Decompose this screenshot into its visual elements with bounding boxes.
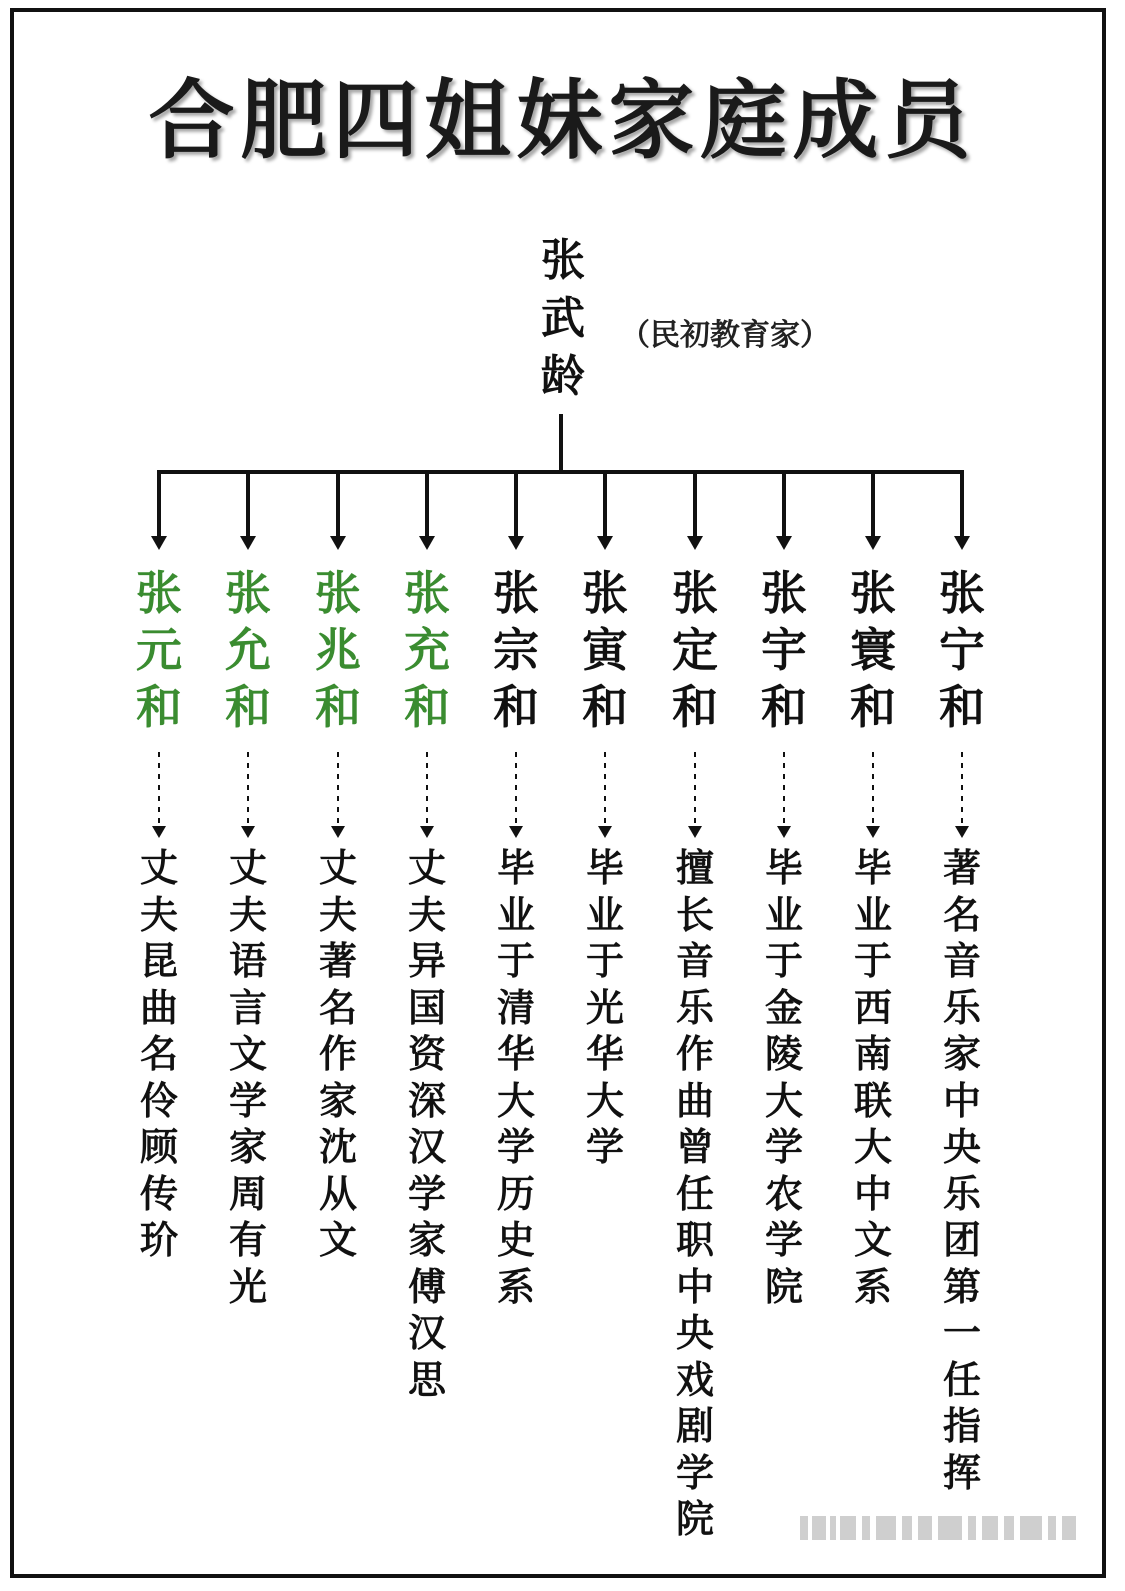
child-name-char: 宇 bbox=[761, 623, 807, 677]
child-desc-char: 周 bbox=[228, 1171, 267, 1216]
child-name bbox=[570, 565, 640, 736]
child-desc-arrow bbox=[955, 826, 969, 838]
child-desc-char: 昆 bbox=[139, 939, 178, 983]
child-arrow bbox=[508, 536, 524, 550]
child-name-char: 张 bbox=[582, 566, 628, 620]
child-desc-char: 戏 bbox=[675, 1357, 714, 1402]
child-desc-char: 家 bbox=[318, 1078, 357, 1123]
root-name-char: 龄 bbox=[541, 351, 585, 402]
child-desc-char: 家 bbox=[228, 1125, 267, 1169]
child-desc-arrow bbox=[152, 826, 166, 838]
child-desc-char: 伶 bbox=[139, 1078, 178, 1123]
child-desc-char: 于 bbox=[853, 939, 892, 983]
child-name bbox=[927, 565, 997, 736]
child-description bbox=[665, 845, 725, 1543]
child-name-char: 张 bbox=[850, 566, 896, 620]
child-desc-arrow bbox=[598, 826, 612, 838]
child-arrow bbox=[151, 536, 167, 550]
child-desc-char: 联 bbox=[853, 1078, 892, 1123]
root-person-note: （民初教育家） bbox=[620, 318, 830, 353]
child-name-char: 张 bbox=[136, 566, 182, 620]
child-description bbox=[218, 845, 278, 1310]
child-desc-char: 学 bbox=[585, 1125, 624, 1169]
child-name-char: 张 bbox=[672, 566, 718, 620]
child-description bbox=[843, 845, 903, 1310]
child-desc-char: 学 bbox=[407, 1171, 446, 1216]
child-desc-char: 从 bbox=[318, 1171, 357, 1216]
child-name bbox=[838, 565, 908, 736]
child-desc-char: 丈 bbox=[228, 846, 267, 890]
child-desc-char: 夫 bbox=[407, 892, 446, 937]
child-desc-char: 光 bbox=[228, 1264, 267, 1309]
child-desc-char: 曲 bbox=[139, 985, 178, 1030]
child-desc-char: 曾 bbox=[675, 1125, 714, 1169]
child-desc-char: 曲 bbox=[675, 1078, 714, 1123]
child-desc-char: 学 bbox=[675, 1450, 714, 1495]
child-desc-char: 汉 bbox=[407, 1125, 446, 1169]
child-name-char: 张 bbox=[315, 566, 361, 620]
child-desc-char: 傅 bbox=[407, 1264, 446, 1309]
child-desc-char: 一 bbox=[942, 1311, 981, 1355]
child-desc-char: 央 bbox=[675, 1311, 714, 1355]
root-name-char: 武 bbox=[541, 293, 585, 344]
child-desc-char: 文 bbox=[228, 1032, 267, 1076]
child-desc-char: 家 bbox=[407, 1218, 446, 1262]
child-desc-char: 大 bbox=[585, 1078, 624, 1123]
child-desc-char: 任 bbox=[942, 1357, 981, 1402]
child-name-char: 张 bbox=[939, 566, 985, 620]
child-desc-char: 史 bbox=[496, 1218, 535, 1262]
child-desc-char: 言 bbox=[228, 985, 267, 1030]
child-desc-char: 乐 bbox=[942, 1171, 981, 1216]
child-name bbox=[481, 565, 551, 736]
child-name-char: 定 bbox=[672, 623, 718, 677]
child-desc-arrow bbox=[688, 826, 702, 838]
child-desc-char: 名 bbox=[318, 985, 357, 1030]
child-desc-char: 作 bbox=[318, 1032, 357, 1076]
diagram-title: 合肥四姐妹家庭成员 bbox=[148, 70, 977, 171]
child-desc-char: 作 bbox=[675, 1032, 714, 1076]
child-name bbox=[124, 565, 194, 736]
child-desc-char: 光 bbox=[585, 985, 624, 1030]
child-desc-char: 院 bbox=[764, 1264, 803, 1309]
child-description bbox=[932, 845, 992, 1496]
child-desc-char: 任 bbox=[675, 1171, 714, 1216]
child-name-char: 和 bbox=[315, 680, 361, 734]
child-desc-char: 国 bbox=[407, 985, 446, 1030]
child-name-char: 和 bbox=[850, 680, 896, 734]
child-desc-char: 乐 bbox=[675, 985, 714, 1030]
child-name-char: 张 bbox=[761, 566, 807, 620]
child-desc-char: 大 bbox=[853, 1125, 892, 1169]
child-desc-char: 沈 bbox=[318, 1125, 357, 1169]
child-arrow bbox=[865, 536, 881, 550]
child-desc-char: 思 bbox=[407, 1357, 446, 1402]
child-desc-char: 玠 bbox=[139, 1218, 178, 1262]
child-desc-char: 家 bbox=[942, 1032, 981, 1076]
child-desc-arrow bbox=[241, 826, 255, 838]
child-desc-char: 著 bbox=[318, 939, 357, 983]
child-desc-char: 擅 bbox=[675, 846, 714, 890]
child-desc-char: 学 bbox=[496, 1125, 535, 1169]
child-desc-char: 指 bbox=[942, 1404, 981, 1448]
child-desc-char: 央 bbox=[942, 1125, 981, 1169]
child-desc-char: 挥 bbox=[942, 1450, 981, 1495]
child-desc-arrow bbox=[777, 826, 791, 838]
child-desc-char: 系 bbox=[496, 1264, 535, 1309]
child-name-char: 充 bbox=[404, 623, 450, 677]
child-desc-char: 毕 bbox=[496, 846, 535, 890]
root-person-name bbox=[538, 232, 588, 406]
child-desc-char: 系 bbox=[853, 1264, 892, 1309]
child-desc-char: 业 bbox=[585, 892, 624, 937]
child-name-char: 和 bbox=[672, 680, 718, 734]
child-desc-char: 毕 bbox=[764, 846, 803, 890]
child-desc-char: 中 bbox=[675, 1264, 714, 1309]
child-desc-arrow bbox=[331, 826, 345, 838]
child-desc-char: 华 bbox=[496, 1032, 535, 1076]
child-desc-char: 音 bbox=[942, 939, 981, 983]
child-arrow bbox=[954, 536, 970, 550]
child-desc-char: 西 bbox=[853, 985, 892, 1030]
child-desc-char: 大 bbox=[764, 1078, 803, 1123]
child-description bbox=[308, 845, 368, 1264]
child-name-char: 和 bbox=[136, 680, 182, 734]
child-name-char: 寅 bbox=[582, 623, 628, 677]
child-name-char: 张 bbox=[225, 566, 271, 620]
child-desc-char: 团 bbox=[942, 1218, 981, 1262]
child-name-char: 和 bbox=[493, 680, 539, 734]
child-desc-char: 清 bbox=[496, 985, 535, 1030]
child-desc-char: 南 bbox=[853, 1032, 892, 1076]
child-desc-char: 于 bbox=[764, 939, 803, 983]
child-name-char: 和 bbox=[404, 680, 450, 734]
child-desc-char: 中 bbox=[942, 1078, 981, 1123]
child-arrow bbox=[419, 536, 435, 550]
child-desc-char: 第 bbox=[942, 1264, 981, 1309]
child-desc-char: 夫 bbox=[139, 892, 178, 937]
child-desc-char: 业 bbox=[764, 892, 803, 937]
child-name-char: 和 bbox=[225, 680, 271, 734]
child-name bbox=[213, 565, 283, 736]
child-name bbox=[749, 565, 819, 736]
child-desc-arrow bbox=[866, 826, 880, 838]
child-desc-char: 金 bbox=[764, 985, 803, 1030]
child-desc-char: 夫 bbox=[228, 892, 267, 937]
child-desc-char: 异 bbox=[407, 939, 446, 983]
child-name-char: 兆 bbox=[315, 623, 361, 677]
child-desc-char: 有 bbox=[228, 1218, 267, 1262]
child-name-char: 和 bbox=[761, 680, 807, 734]
child-name-char: 寰 bbox=[850, 623, 896, 677]
child-desc-char: 丈 bbox=[407, 846, 446, 890]
child-name-char: 宁 bbox=[939, 623, 985, 677]
child-desc-char: 职 bbox=[675, 1218, 714, 1262]
child-desc-char: 音 bbox=[675, 939, 714, 983]
child-desc-char: 文 bbox=[853, 1218, 892, 1262]
child-name bbox=[660, 565, 730, 736]
child-desc-char: 资 bbox=[407, 1032, 446, 1076]
child-desc-char: 陵 bbox=[764, 1032, 803, 1076]
child-arrow bbox=[240, 536, 256, 550]
child-desc-char: 传 bbox=[139, 1171, 178, 1216]
child-name bbox=[392, 565, 462, 736]
child-desc-char: 学 bbox=[764, 1218, 803, 1262]
child-desc-arrow bbox=[420, 826, 434, 838]
child-name-char: 和 bbox=[939, 680, 985, 734]
child-desc-char: 中 bbox=[853, 1171, 892, 1216]
child-name-char: 元 bbox=[136, 623, 182, 677]
child-arrow bbox=[330, 536, 346, 550]
child-description bbox=[486, 845, 546, 1310]
child-description bbox=[397, 845, 457, 1403]
child-desc-char: 业 bbox=[853, 892, 892, 937]
child-desc-char: 于 bbox=[585, 939, 624, 983]
child-desc-char: 文 bbox=[318, 1218, 357, 1262]
child-name bbox=[303, 565, 373, 736]
child-name-char: 张 bbox=[493, 566, 539, 620]
child-description bbox=[575, 845, 635, 1171]
child-desc-char: 大 bbox=[496, 1078, 535, 1123]
child-description bbox=[129, 845, 189, 1264]
child-arrow bbox=[776, 536, 792, 550]
child-name-char: 张 bbox=[404, 566, 450, 620]
child-arrow bbox=[597, 536, 613, 550]
child-desc-char: 顾 bbox=[139, 1125, 178, 1169]
child-arrow bbox=[687, 536, 703, 550]
child-name-char: 宗 bbox=[493, 623, 539, 677]
child-desc-char: 深 bbox=[407, 1078, 446, 1123]
child-desc-char: 名 bbox=[139, 1032, 178, 1076]
child-desc-char: 语 bbox=[228, 939, 267, 983]
child-desc-char: 长 bbox=[675, 892, 714, 937]
child-desc-char: 学 bbox=[228, 1078, 267, 1123]
child-desc-arrow bbox=[509, 826, 523, 838]
child-desc-char: 学 bbox=[764, 1125, 803, 1169]
child-desc-char: 丈 bbox=[318, 846, 357, 890]
child-desc-char: 著 bbox=[942, 846, 981, 890]
child-desc-char: 毕 bbox=[585, 846, 624, 890]
child-desc-char: 毕 bbox=[853, 846, 892, 890]
child-desc-char: 院 bbox=[675, 1497, 714, 1541]
child-desc-char: 于 bbox=[496, 939, 535, 983]
child-desc-char: 农 bbox=[764, 1171, 803, 1216]
child-desc-char: 丈 bbox=[139, 846, 178, 890]
child-desc-char: 乐 bbox=[942, 985, 981, 1030]
child-desc-char: 夫 bbox=[318, 892, 357, 937]
child-name-char: 允 bbox=[225, 623, 271, 677]
child-desc-char: 业 bbox=[496, 892, 535, 937]
root-name-char: 张 bbox=[541, 235, 585, 286]
watermark-bars bbox=[800, 1510, 1090, 1550]
child-desc-char: 华 bbox=[585, 1032, 624, 1076]
child-description bbox=[754, 845, 814, 1310]
child-name-char: 和 bbox=[582, 680, 628, 734]
child-desc-char: 剧 bbox=[675, 1404, 714, 1448]
child-desc-char: 汉 bbox=[407, 1311, 446, 1355]
child-desc-char: 历 bbox=[496, 1171, 535, 1216]
child-desc-char: 名 bbox=[942, 892, 981, 937]
